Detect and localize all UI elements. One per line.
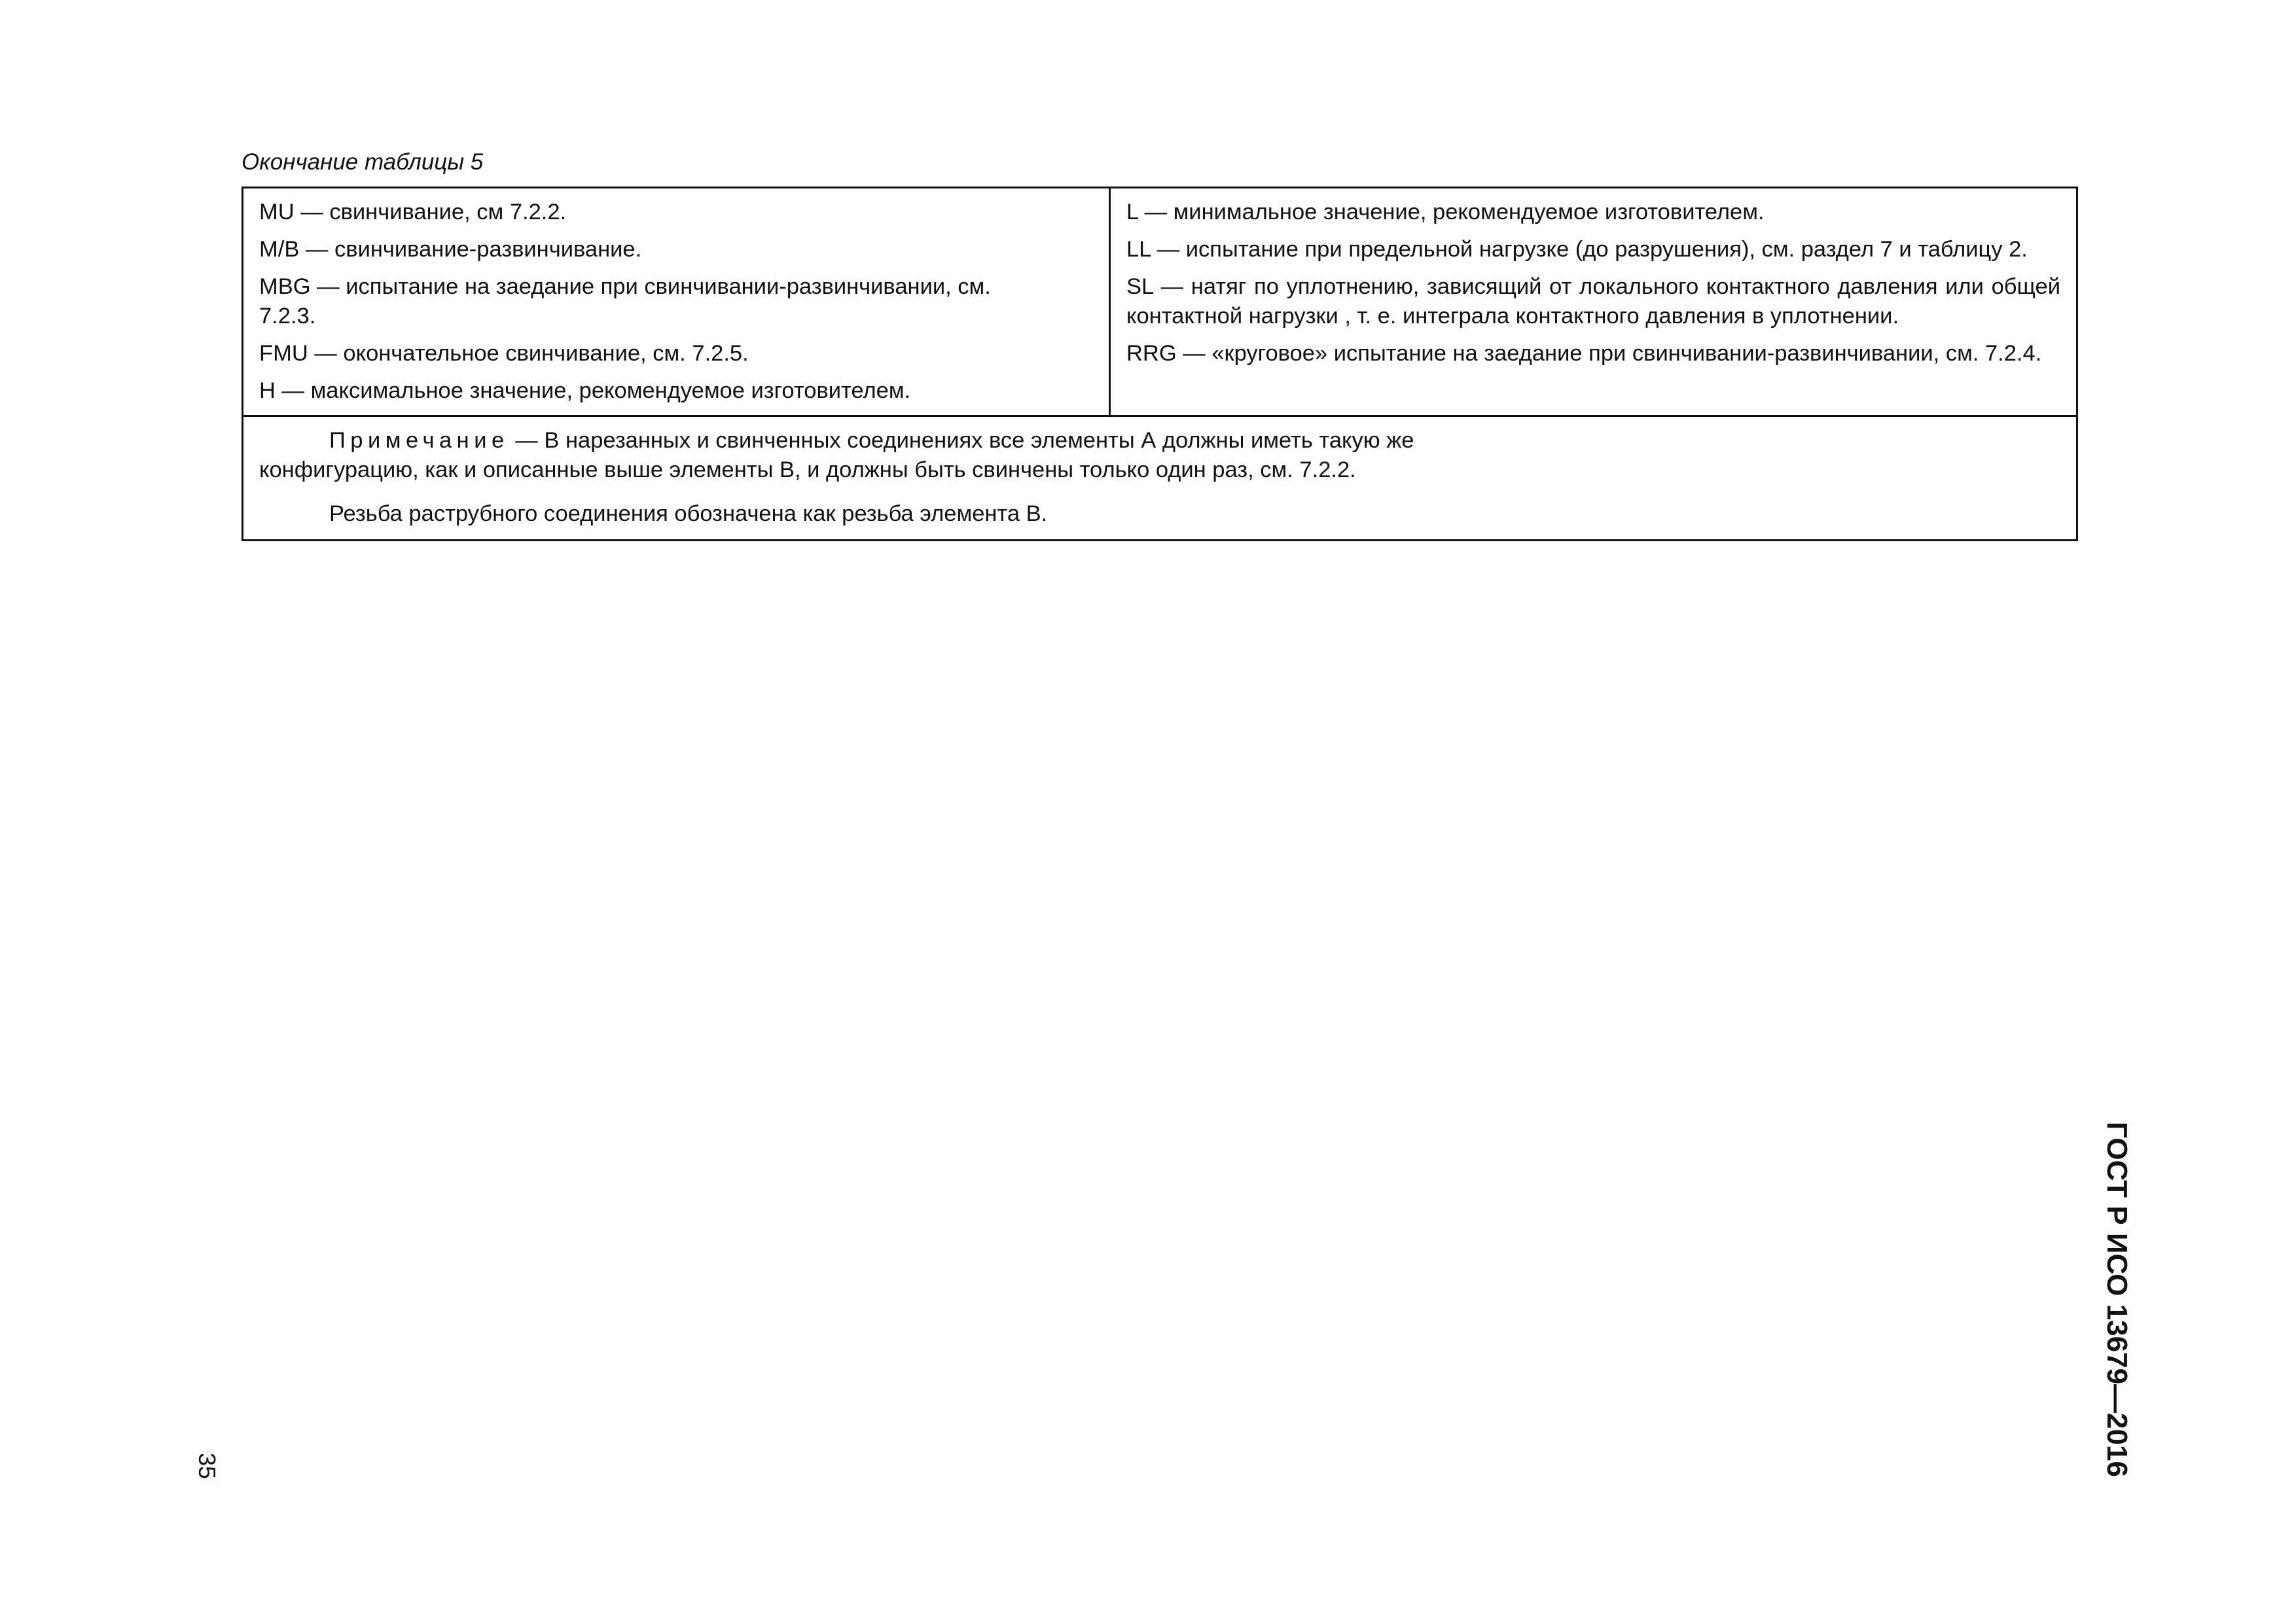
legend-entry-sl: SL — натяг по уплотнению, зависящий от локального контактного давления или общей контактной нагрузки , т. е. интеграла контактного давления в уплотнении.: [1126, 274, 2060, 329]
legend-column-left: [243, 188, 1111, 415]
legend-entry-mbg: MBG — испытание на заедание при свинчивании-развинчивании, см. 7.2.3.: [259, 274, 991, 329]
legend-entry-mb: M/B — свинчивание-развинчивание.: [259, 237, 642, 262]
document-code: ГОСТ Р ИСО 13679—2016: [2101, 1122, 2133, 1477]
legend-entry-mu: MU — свинчивание, см 7.2.2.: [259, 200, 567, 224]
legend-entry-ll: LL — испытание при предельной нагрузке (до разрушения), см. раздел 7 и таблицу 2.: [1126, 237, 2028, 262]
legend-entry-l: L — минимальное значение, рекомендуемое изготовителем.: [1126, 200, 1765, 224]
legend-entry-fmu: FMU — окончательное свинчивание, см. 7.2.5.: [259, 341, 749, 366]
table-caption: Окончание таблицы 5: [242, 149, 484, 175]
page-number: 35: [194, 1452, 221, 1480]
legend-row: [243, 188, 2076, 417]
legend-entry-rrg: RRG — «круговое» испытание на заедание при свинчивании-развинчивании, см. 7.2.4.: [1126, 341, 2042, 366]
legend-entry-h: H — максимальное значение, рекомендуемое изготовителем.: [259, 378, 911, 403]
note-row: [243, 417, 2076, 539]
note-text: — В нарезанных и свинченных соединениях все элементы А должны иметь такую же конфигурацию, как и описанные выше элементы В, и должны быть свинчены только один раз, см. 7.2.2.: [259, 428, 1414, 482]
legend-column-right: [1111, 188, 2076, 415]
note-label: Примечание: [329, 428, 509, 453]
legend-table: [242, 187, 2078, 541]
note-paragraph: [259, 426, 1568, 485]
note-paragraph-thread: Резьба раструбного соединения обозначена как резьба элемента В.: [329, 501, 1048, 526]
